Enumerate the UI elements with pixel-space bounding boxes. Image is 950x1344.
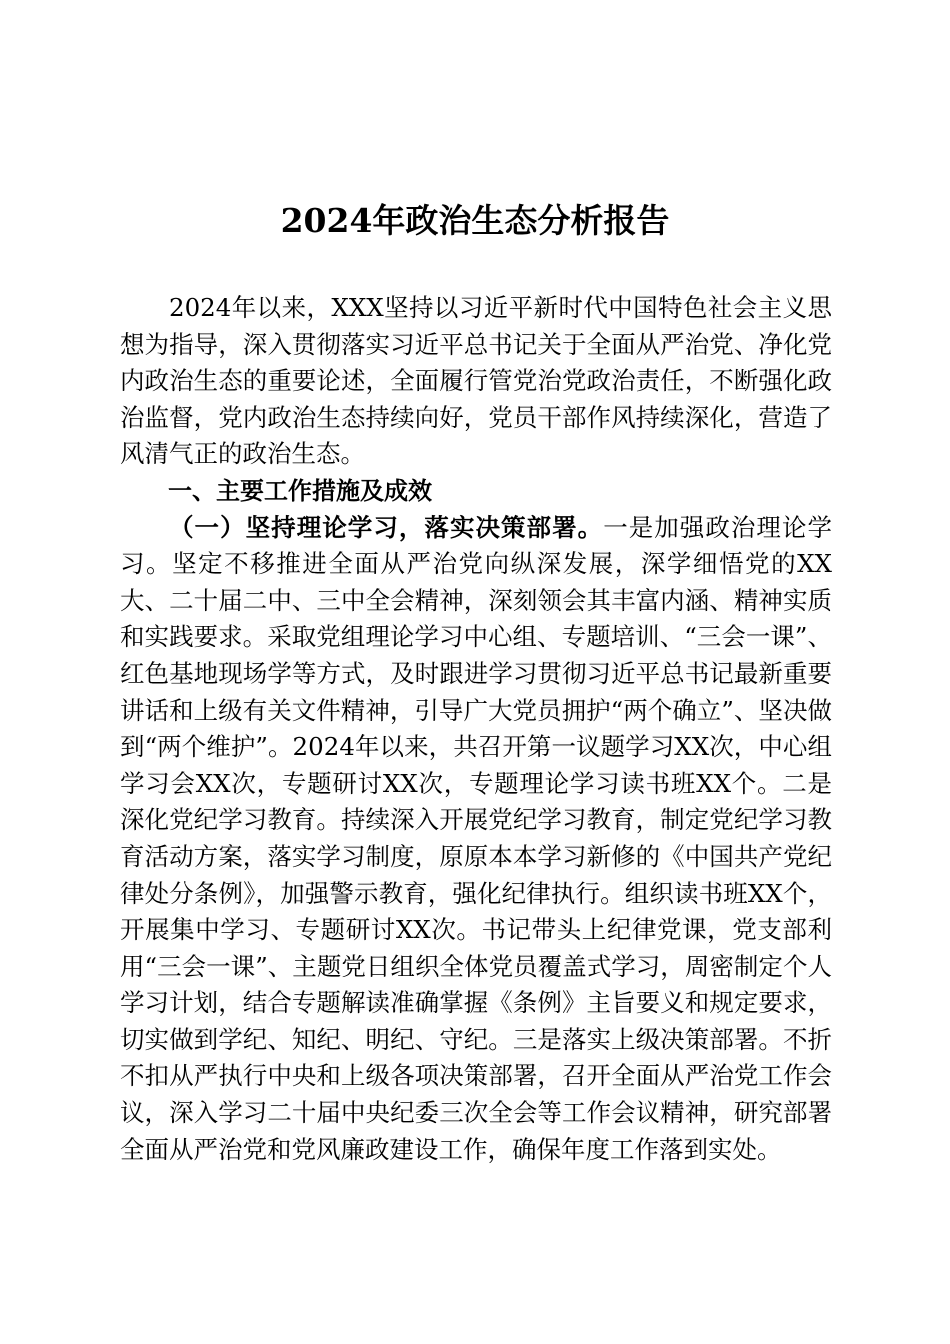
document-title: 2024年政治生态分析报告 — [280, 201, 670, 240]
intro-paragraph: 2024年以来，XXX坚持以习近平新时代中国特色社会主义思想为指导，深入贯彻落实习近平总书记关于全面从严治党、净化党内政治生态的重要论述，全面履行管党治党政治责任，不断强化政治监督，党内政治生态持续向好，党员干部作风持续深化，营造了风清气正的政治生态。 — [120, 293, 832, 469]
subsection-heading: （一）坚持理论学习，落实决策部署。 — [169, 512, 604, 542]
document-body — [120, 290, 832, 1168]
section-heading: 一、主要工作措施及成效 — [168, 476, 432, 505]
subsection-body: 一是加强政治理论学习。坚定不移推进全面从严治党向纵深发展，深学细悟党的XX大、二十届二中、三中全会精神，深刻领会其丰富内涵、精神实质和实践要求。采取党组理论学习中心组、专题培训、“三会一课”、红色基地现场学等方式，及时跟进学习贯彻习近平总书记最新重要讲话和上级有关文件精神，引导广大党员拥护“两个确立”、坚决做到“两个维护”。2024年以来，共召开第一议题学习XX次，中心组学习会XX次，专题研讨XX次，专题理论学习读书班XX个。二是深化党纪学习教育。持续深入开展党纪学习教育，制定党纪学习教育活动方案，落实学习制度，原原本本学习新修的《中国共产党纪律处分条例》，加强警示教育，强化纪律执行。组织读书班XX个，开展集中学习、专题研讨XX次。书记带头上纪律党课，党支部利用“三会一课”、主题党日组织全体党员覆盖式学习，周密制定个人学习计划，结合专题解读准确掌握《条例》主旨要义和规定要求，切实做到学纪、知纪、明纪、守纪。三是落实上级决策部署。不折不扣从严执行中央和上级各项决策部署，召开全面从严治党工作会议，深入学习二十届中央纪委三次全会等工作会议精神，研究部署全面从严治党和党风廉政建设工作，确保年度工作落到实处。 — [120, 512, 833, 1164]
subsection-paragraph — [120, 510, 832, 1169]
